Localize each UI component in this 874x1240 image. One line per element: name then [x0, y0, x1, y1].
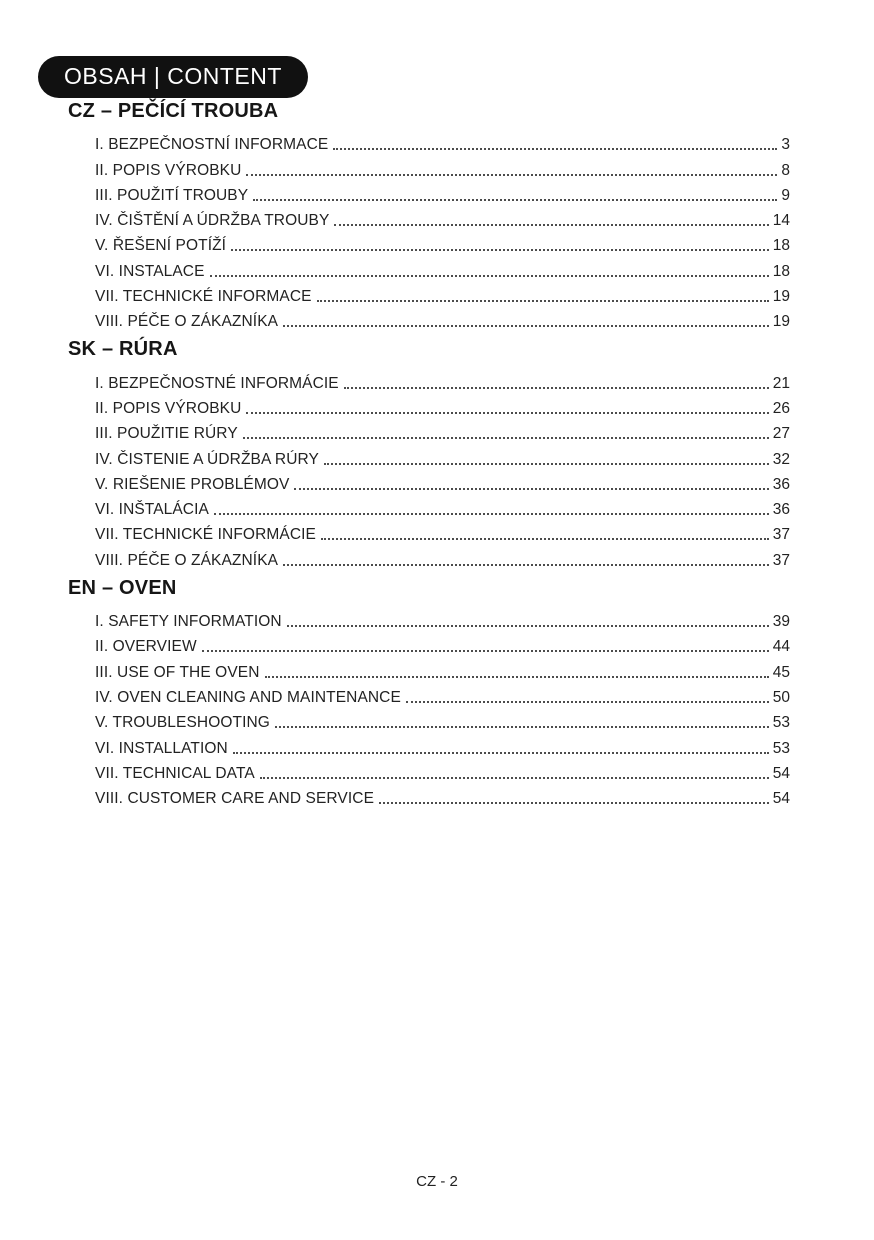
toc-entry-label: II. POPIS VÝROBKU	[95, 161, 242, 179]
dotted-leader	[317, 300, 769, 302]
toc-entry-page: 19	[772, 288, 790, 306]
toc-entry-page: 45	[772, 663, 790, 681]
toc-entry	[68, 418, 790, 443]
toc-entry-page: 36	[772, 501, 790, 519]
toc-entry-label: VI. INSTALLATION	[95, 739, 228, 757]
toc-entry-label: V. TROUBLESHOOTING	[95, 714, 270, 732]
toc-entry-label: VII. TECHNICAL DATA	[95, 764, 255, 782]
toc-entry-page: 44	[772, 638, 790, 656]
toc-entry	[68, 281, 790, 306]
dotted-leader	[210, 275, 769, 277]
dotted-leader	[246, 174, 777, 176]
toc-entry	[68, 758, 790, 783]
toc-entry-page: 21	[772, 374, 790, 392]
dotted-leader	[379, 802, 769, 804]
toc-entry-label: VI. INŠTALÁCIA	[95, 501, 209, 519]
toc-entry-page: 32	[772, 450, 790, 468]
page-footer: CZ - 2	[416, 1173, 458, 1190]
toc-entry	[68, 255, 790, 280]
toc-entry	[68, 631, 790, 656]
toc-entry-page: 36	[772, 475, 790, 493]
dotted-leader	[202, 650, 769, 652]
toc-entry-label: III. POUŽITIE RÚRY	[95, 425, 238, 443]
toc-entry-label: VIII. CUSTOMER CARE AND SERVICE	[95, 790, 375, 808]
toc-entry-label: III. POUŽITÍ TROUBY	[95, 186, 249, 204]
table-of-contents	[68, 100, 790, 808]
toc-entry-label: I. BEZPEČNOSTNÉ INFORMÁCIE	[95, 374, 339, 392]
toc-entry-page: 54	[772, 790, 790, 808]
dotted-leader	[233, 752, 769, 754]
toc-entry	[68, 544, 790, 569]
toc-entry-label: II. POPIS VÝROBKU	[95, 399, 242, 417]
dotted-leader	[334, 224, 768, 226]
section-title: CZ – PEČÍCÍ TROUBA	[68, 100, 279, 122]
toc-entry-label: VIII. PÉČE O ZÁKAZNÍKA	[95, 551, 279, 569]
section-title: EN – OVEN	[68, 576, 177, 599]
toc-entry-label: IV. OVEN CLEANING AND MAINTENANCE	[95, 688, 401, 706]
toc-entry-label: VII. TECHNICKÉ INFORMACE	[95, 288, 312, 306]
dotted-leader	[260, 777, 769, 779]
section-title: SK – RÚRA	[68, 338, 178, 361]
toc-entry	[68, 443, 790, 468]
dotted-leader	[243, 437, 769, 439]
toc-entry-label: IV. ČIŠTĚNÍ A ÚDRŽBA TROUBY	[95, 212, 330, 230]
contents-header-badge: OBSAH | CONTENT	[38, 56, 308, 98]
dotted-leader	[406, 701, 769, 703]
toc-entry-page: 8	[781, 161, 790, 179]
toc-entry-label: V. RIEŠENIE PROBLÉMOV	[95, 475, 290, 493]
toc-entry	[68, 732, 790, 757]
toc-entry-label: IV. ČISTENIE A ÚDRŽBA RÚRY	[95, 450, 319, 468]
toc-entry	[68, 129, 790, 154]
toc-section-cz	[68, 100, 790, 331]
toc-entry-page: 39	[772, 613, 790, 631]
dotted-leader	[246, 412, 768, 414]
toc-entry-page: 37	[772, 551, 790, 569]
toc-entry-page: 18	[772, 262, 790, 280]
toc-entry	[68, 606, 790, 631]
toc-entry	[68, 180, 790, 205]
toc-entry-page: 3	[781, 136, 790, 154]
toc-entry-page: 18	[772, 237, 790, 255]
toc-entry-page: 37	[772, 526, 790, 544]
toc-entry	[68, 656, 790, 681]
toc-entry-label: VII. TECHNICKÉ INFORMÁCIE	[95, 526, 316, 544]
toc-entry	[68, 205, 790, 230]
toc-entry-label: III. USE OF THE OVEN	[95, 663, 260, 681]
toc-entry	[68, 230, 790, 255]
toc-entry	[68, 783, 790, 808]
toc-section-en	[68, 577, 790, 808]
dotted-leader	[265, 676, 769, 678]
toc-entry-page: 26	[772, 399, 790, 417]
toc-entry-label: II. OVERVIEW	[95, 638, 197, 656]
dotted-leader	[333, 148, 777, 150]
toc-entry	[68, 682, 790, 707]
toc-entry-page: 14	[772, 212, 790, 230]
dotted-leader	[214, 513, 769, 515]
dotted-leader	[253, 199, 777, 201]
toc-entry-label: V. ŘEŠENÍ POTÍŽÍ	[95, 237, 227, 255]
toc-entry	[68, 154, 790, 179]
toc-entry-page: 50	[772, 688, 790, 706]
dotted-leader	[231, 249, 769, 251]
toc-entry	[68, 306, 790, 331]
toc-entry-page: 53	[772, 739, 790, 757]
dotted-leader	[275, 726, 769, 728]
toc-entry-page: 27	[772, 425, 790, 443]
toc-entry	[68, 393, 790, 418]
dotted-leader	[283, 325, 769, 327]
dotted-leader	[324, 463, 769, 465]
toc-entry	[68, 367, 790, 392]
toc-entry	[68, 707, 790, 732]
toc-entry-label: VIII. PÉČE O ZÁKAZNÍKA	[95, 313, 279, 331]
toc-entry-page: 54	[772, 764, 790, 782]
dotted-leader	[287, 625, 769, 627]
dotted-leader	[321, 538, 769, 540]
toc-entry-label: I. SAFETY INFORMATION	[95, 613, 282, 631]
toc-entry	[68, 519, 790, 544]
toc-entry-page: 19	[772, 313, 790, 331]
toc-entry	[68, 494, 790, 519]
toc-entry	[68, 469, 790, 494]
dotted-leader	[294, 488, 768, 490]
dotted-leader	[283, 564, 769, 566]
toc-entry-page: 9	[781, 186, 790, 204]
dotted-leader	[344, 387, 769, 389]
toc-entry-label: VI. INSTALACE	[95, 262, 205, 280]
toc-entry-label: I. BEZPEČNOSTNÍ INFORMACE	[95, 136, 329, 154]
toc-section-sk	[68, 338, 790, 569]
toc-entry-page: 53	[772, 714, 790, 732]
